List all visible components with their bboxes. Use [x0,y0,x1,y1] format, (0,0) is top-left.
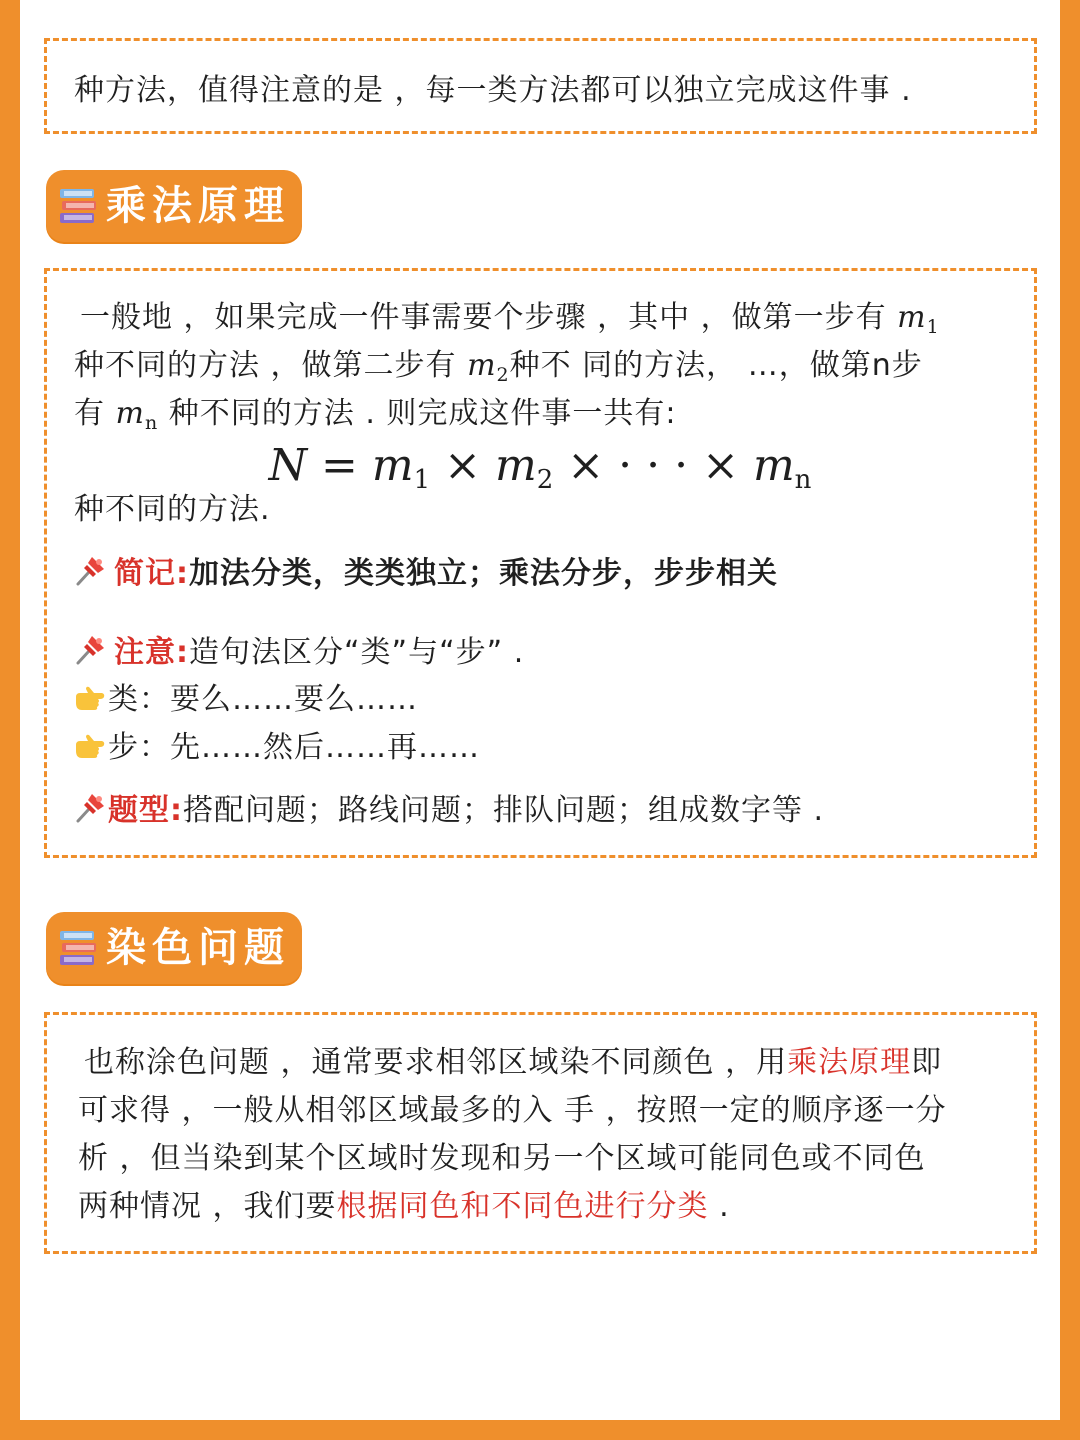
var-mn [115,396,159,434]
class-text: 类：要么……要么…… [108,682,418,717]
sub-1: 1 [926,316,940,338]
color-line-4 [78,1187,730,1227]
types-line [74,790,824,831]
formula-m2: m [495,440,537,491]
mult-line-5: 种不同的方法. [74,492,271,527]
formula-times-2: × [553,440,619,491]
formula-sub-n: n [794,465,812,495]
mult-line-3 [74,394,677,443]
sub-n: n [145,412,159,434]
memo-line [74,553,778,594]
pointing-hand-icon [74,733,106,761]
note-line [74,632,524,673]
step-text: 步：先……然后……再…… [108,730,480,765]
mult-line-2-post: 种不 同的方法， …，做第n步 [509,348,923,383]
step-line [74,728,480,768]
types-label: 题型: [108,793,183,828]
books-icon [58,186,98,226]
sub-2: 2 [496,364,510,386]
color-line-3: 析 ，但当染到某个区域时发现和另一个区域可能同色或不同色 [78,1141,926,1176]
memo-label: 简记: [114,556,189,591]
mult-line-3-post: 种不同的方法 . 则完成这件事一共有: [158,396,677,431]
section-heading-multiplication [46,170,302,242]
color-line-4-highlight: 根据同色和不同色进行分类 [336,1189,709,1224]
color-line-4-pre: 两种情况 ，我们要 [78,1189,337,1224]
intro-text: 种方法，值得注意的是 ，每一类方法都可以独立完成这件事 . [74,73,912,108]
section-title: 乘法原理 [106,183,290,229]
var-m: m [115,396,145,431]
class-line [74,680,418,720]
formula-sub-2: 2 [536,465,554,495]
color-line-2: 可求得 ，一般从相邻区域最多的入 手 ，按照一定的顺序逐一分 [78,1093,947,1128]
memo-text: 加法分类，类类独立；乘法分步，步步相关 [189,556,778,591]
mult-line-2-pre: 种不同的方法 ，做第二步有 [74,348,468,383]
types-text: 搭配问题；路线问题；排队问题；组成数字等 . [183,793,825,828]
page-sheet [20,0,1060,1420]
formula-N: N [268,440,308,491]
color-line-1-post: 即 [911,1045,943,1080]
formula-sub-1: 1 [413,465,431,495]
books-icon [58,928,98,968]
var-m1 [897,300,940,338]
section-title: 染色问题 [106,925,290,971]
var-m: m [467,348,497,383]
mult-line-1-text: 一般地 ，如果完成一件事需要个步骤 ，其中 ，做第一步有 [80,300,898,335]
var-m: m [897,300,927,335]
mult-line-1 [80,298,940,347]
mult-line-2 [74,346,923,395]
var-m2 [467,348,510,386]
pointing-hand-icon [74,685,106,713]
color-line-4-post: . [708,1189,730,1224]
pushpin-icon [74,553,108,587]
section-heading-coloring [46,912,302,984]
color-line-1-pre: 也称涂色问题 ，通常要求相邻区域染不同颜色 ，用 [84,1045,788,1080]
color-line-1-highlight: 乘法原理 [787,1045,912,1080]
formula-times-3: × [688,440,753,491]
formula-times-1: × [430,440,496,491]
formula-cdots: · · · [618,440,689,491]
note-label: 注意: [114,635,189,670]
mult-line-3-pre: 有 [74,396,116,431]
formula-equals: = [307,440,372,491]
note-text: 造句法区分“类”与“步” . [189,635,525,670]
color-line-1 [84,1043,942,1083]
pushpin-icon [74,790,108,824]
pushpin-icon [74,632,108,666]
formula-m1: m [371,440,414,491]
formula-mn: m [752,440,795,491]
